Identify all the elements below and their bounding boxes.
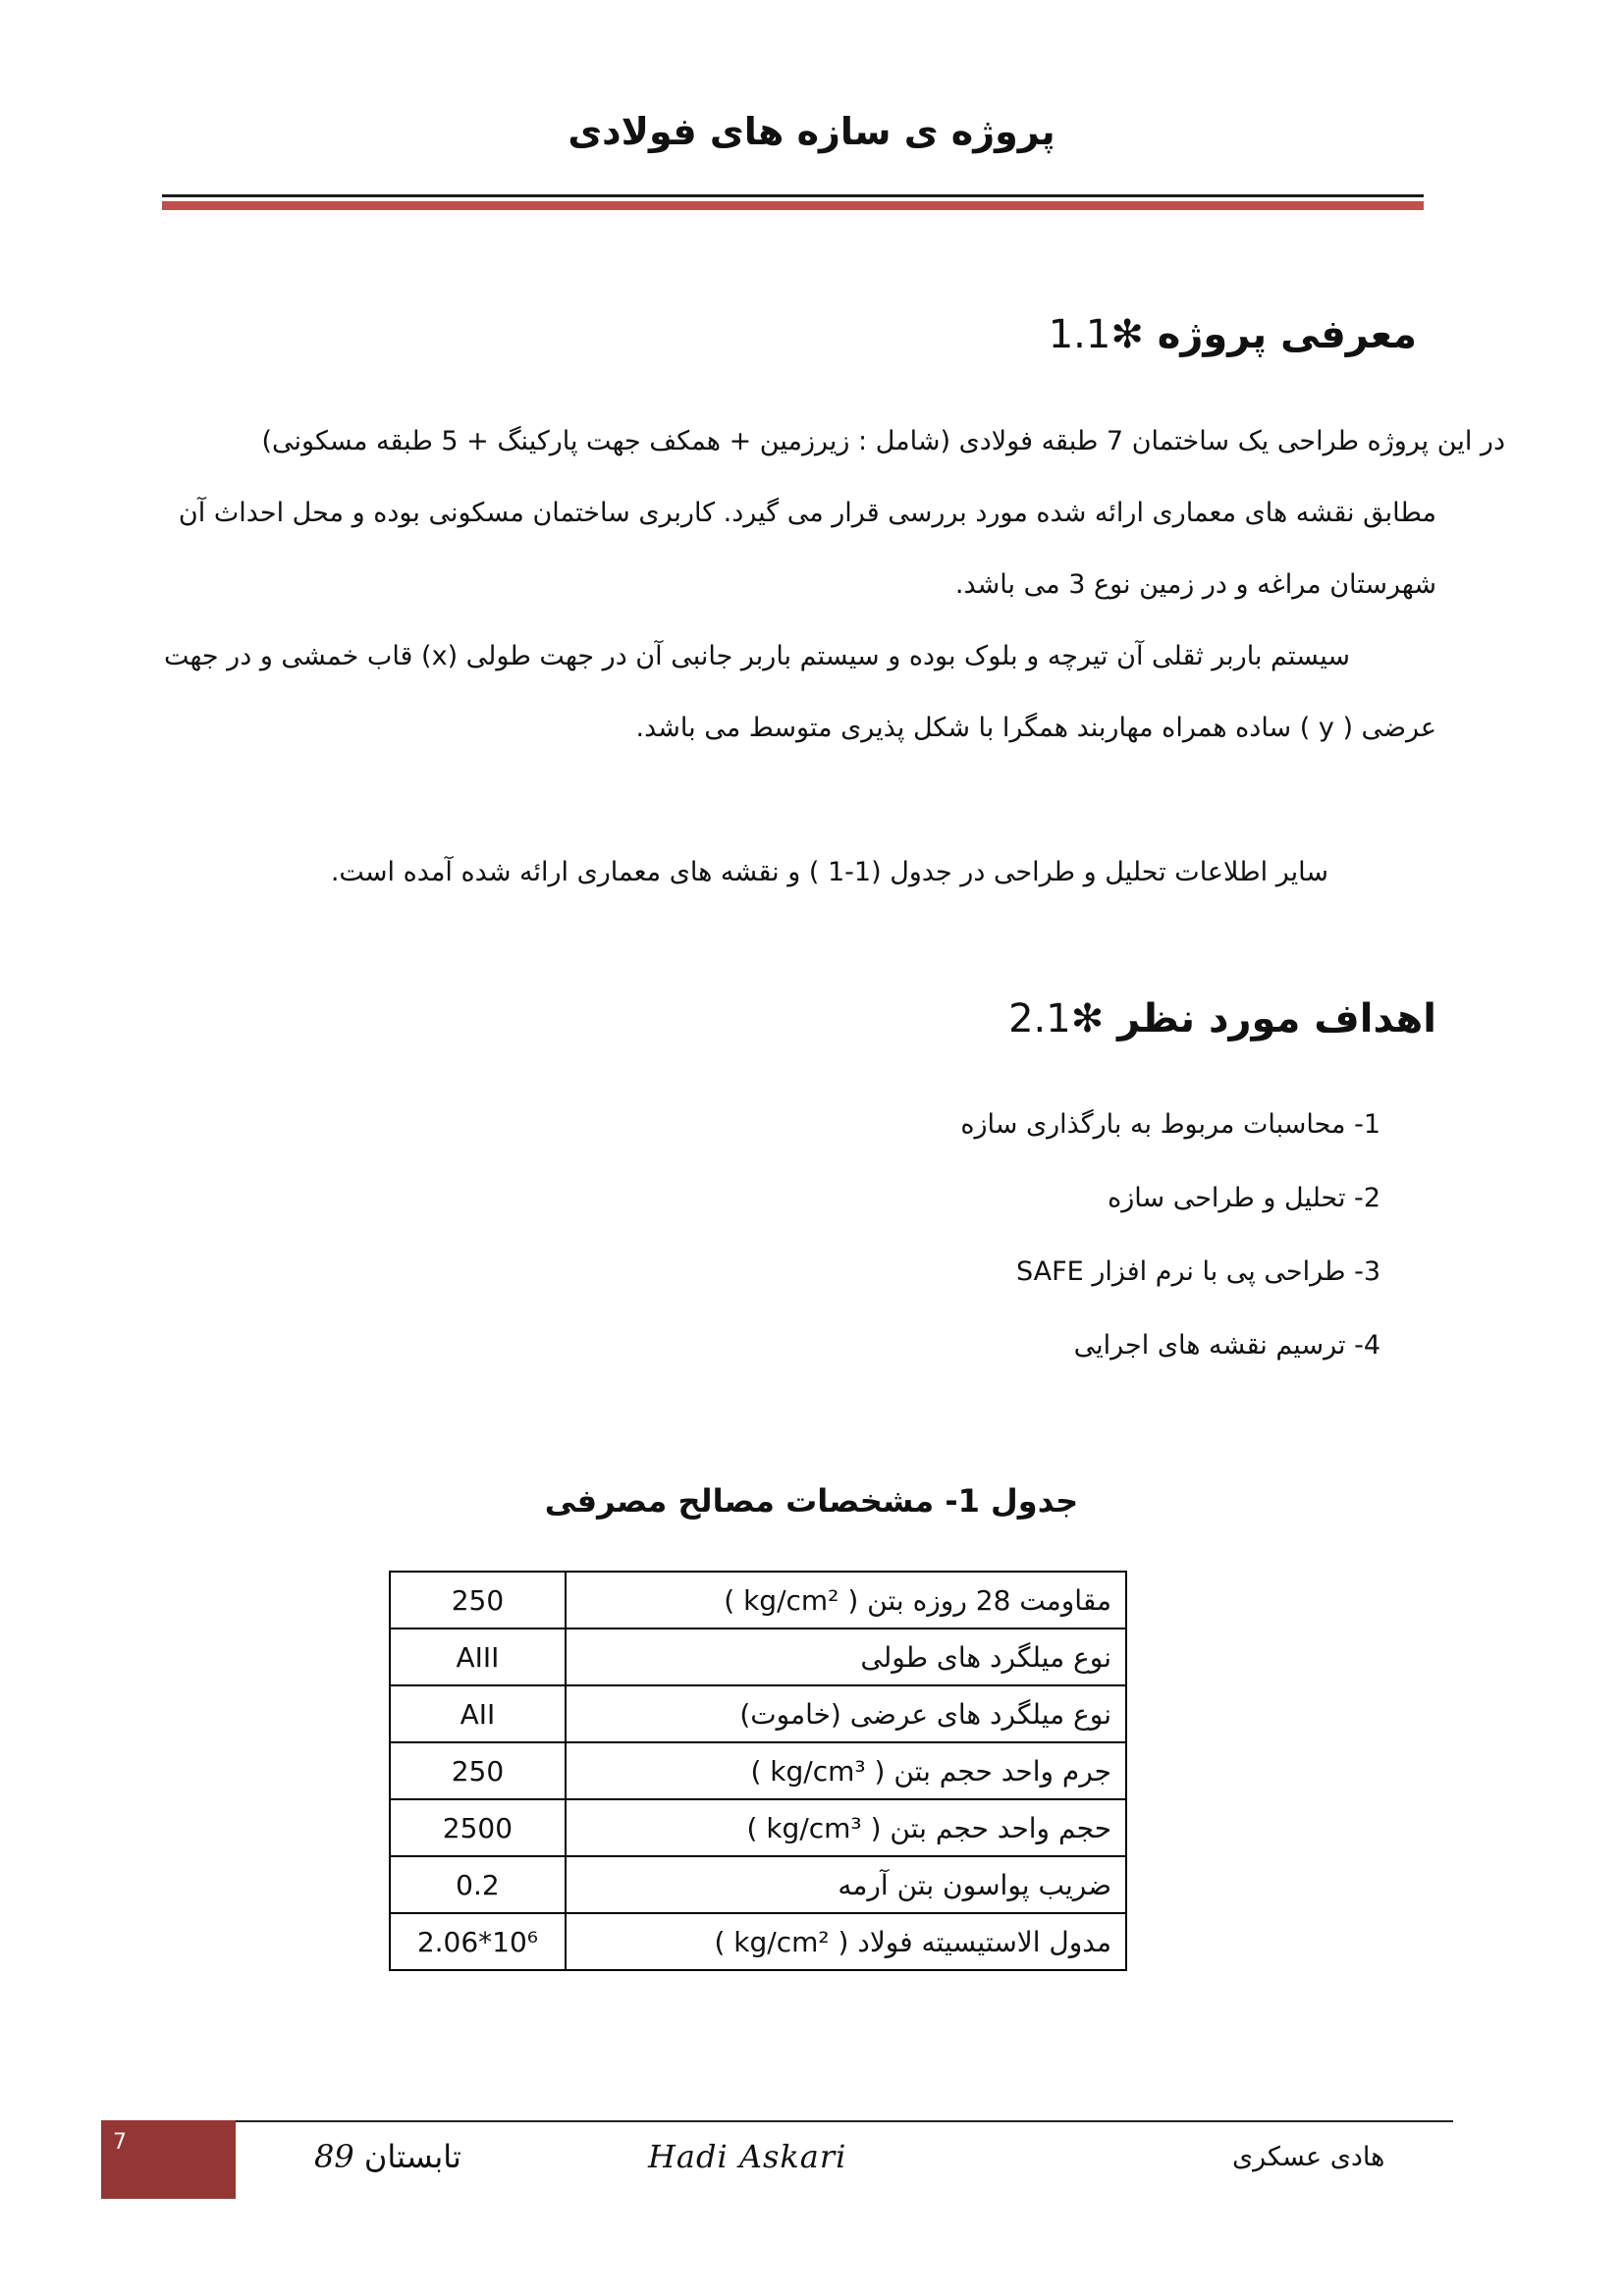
footer-season-year: 89 (314, 2138, 354, 2175)
table-row (390, 1572, 1126, 1629)
section-1-number: 1.1 (1048, 312, 1111, 357)
footer-author-persian: هادی عسکری (1232, 2142, 1385, 2172)
section-1-title: معرفی پروژه (1157, 312, 1417, 357)
footer-author-english: Hadi Askari (648, 2138, 847, 2175)
table-cell-property: مقاومت 28 روزه بتن ( kg/cm² ) (566, 1572, 1126, 1629)
intro-line: سیستم باربر ثقلی آن تیرچه و بلوک بوده و سیستم باربر جانبی آن در جهت طولی (x) قاب خمشی و در جهت (163, 641, 1350, 671)
footer-season (314, 2138, 461, 2175)
table-cell-property: نوع میلگرد های طولی (566, 1629, 1126, 1685)
table-cell-property: ضریب پواسون بتن آرمه (566, 1856, 1126, 1913)
table-cell-property: نوع میلگرد های عرضی (خاموت) (566, 1685, 1126, 1742)
list-item: 2- تحلیل و طراحی سازه (1108, 1183, 1380, 1213)
list-item: 4- ترسیم نقشه های اجرایی (1073, 1330, 1380, 1361)
table-row (390, 1799, 1126, 1856)
intro-line: عرضی ( y ) ساده همراه مهاربند همگرا با شکل پذیری متوسط می باشد. (635, 713, 1436, 743)
section-2-heading (1008, 996, 1436, 1041)
table-row (390, 1856, 1126, 1913)
table-cell-value: 0.2 (390, 1856, 566, 1913)
table-row (390, 1913, 1126, 1970)
list-item: 1- محاسبات مربوط به بارگذاری سازه (960, 1109, 1380, 1140)
page-number: 7 (113, 2130, 127, 2155)
table-cell-property: جرم واحد حجم بتن ( kg/cm³ ) (566, 1742, 1126, 1799)
goals-list (960, 1088, 1380, 1382)
table-caption: جدول 1- مشخصات مصالح مصرفی (544, 1482, 1079, 1520)
table-cell-value: 2.06*10⁶ (390, 1913, 566, 1970)
section-1-heading (1049, 312, 1417, 357)
page-header-title: پروژه ی سازه های فولادی (568, 110, 1055, 153)
extra-info-line: سایر اطلاعات تحلیل و طراحی در جدول (1-1 ) و نقشه های معماری ارائه شده آمده است. (330, 857, 1328, 887)
list-item: 3- طراحی پی با نرم افزار SAFE (1016, 1256, 1380, 1287)
intro-paragraph (163, 405, 1505, 764)
asterisk-icon: ✻ (1110, 312, 1144, 357)
asterisk-icon: ✻ (1070, 996, 1105, 1041)
table-cell-value: 2500 (390, 1799, 566, 1856)
table-cell-property: مدول الاستیسیته فولاد ( kg/cm² ) (566, 1913, 1126, 1970)
table-row (390, 1742, 1126, 1799)
table-cell-value: 250 (390, 1742, 566, 1799)
header-rule-thin (162, 194, 1424, 197)
table-cell-value: 250 (390, 1572, 566, 1629)
footer-rule (236, 2120, 1453, 2122)
intro-line: شهرستان مراغه و در زمین نوع 3 می باشد. (954, 569, 1436, 600)
table-cell-property: حجم واحد حجم بتن ( kg/cm³ ) (566, 1799, 1126, 1856)
table-cell-value: AII (390, 1685, 566, 1742)
section-2-title: اهداف مورد نظر (1117, 996, 1436, 1041)
materials-table (389, 1571, 1127, 1971)
section-2-number: 2.1 (1008, 996, 1071, 1041)
table-row (390, 1629, 1126, 1685)
table-cell-value: AIII (390, 1629, 566, 1685)
table-row (390, 1685, 1126, 1742)
intro-line: در این پروژه طراحی یک ساختمان 7 طبقه فولادی (شامل : زیرزمین + همکف جهت پارکینگ + 5 طبقه مسکونی) (261, 426, 1505, 456)
footer-season-word: تابستان (363, 2138, 461, 2175)
header-rule-thick (162, 201, 1424, 210)
intro-line: مطابق نقشه های معماری ارائه شده مورد بررسی قرار می گیرد. کاربری ساختمان مسکونی بوده و محل احداث آن (178, 498, 1436, 528)
